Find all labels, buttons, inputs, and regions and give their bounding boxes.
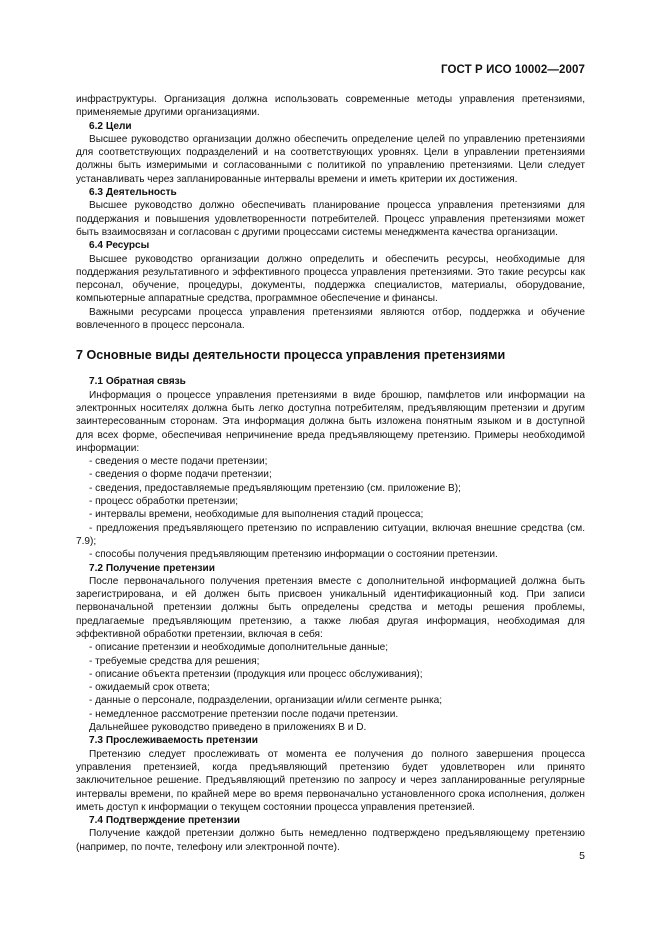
subsection-6-4-text-2: Важными ресурсами процесса управления претензиями являются отбор, поддержка и обучение вовлеченного в процесс персонала.	[76, 306, 585, 332]
subsection-7-1-heading: 7.1 Обратная связь	[89, 376, 186, 388]
subsection-6-2-text: Высшее руководство организации должно обеспечить определение целей по управлению претензиями для соответствующих подразделений и на соответствующих уровнях. Цели в управлении претензиями должны быть измеримыми и согласованными с политикой по управлению претензиями. Цели следует устанавливать через запланированные интервалы времени и иметь критерии их достижения.	[76, 133, 585, 185]
list-item: - ожидаемый срок ответа;	[89, 682, 210, 694]
subsection-7-2-note: Дальнейшее руководство приведено в приложениях В и D.	[89, 722, 367, 734]
subsection-7-2-heading: 7.2 Получение претензии	[89, 562, 215, 574]
page-number: 5	[579, 850, 585, 862]
section-7-heading: 7 Основные виды деятельности процесса управления претензиями	[76, 348, 506, 363]
list-item: - предложения предъявляющего претензию по исправлению ситуации, включая внешние средства (см. 7.9);	[76, 522, 585, 547]
list-item: - способы получения предъявляющим претензию информации о состоянии претензии.	[89, 549, 498, 561]
subsection-7-3-heading: 7.3 Прослеживаемость претензии	[89, 735, 258, 747]
paragraph-continuation: инфраструктуры. Организация должна использовать современные методы управления претензиями, применяемые другими организациями.	[76, 94, 585, 119]
list-item: - сведения о форме подачи претензии;	[89, 469, 272, 481]
subsection-6-3-text: Высшее руководство должно обеспечивать планирование процесса управления претензиями для поддержания и повышения удовлетворенности потребителей. Процесс управления претензиями может быть взаимосвязан и согласован с другими процессами системы менеджмента качества организации.	[76, 200, 585, 238]
subsection-6-3-heading: 6.3 Деятельность	[89, 187, 177, 199]
subsection-6-2-heading: 6.2 Цели	[89, 120, 132, 132]
subsection-7-4-heading: 7.4 Подтверждение претензии	[89, 815, 240, 827]
list-item: - описание объекта претензии (продукция или процесс обслуживания);	[89, 668, 423, 680]
list-item: - немедленное рассмотрение претензии после подачи претензии.	[89, 708, 399, 720]
subsection-6-4-heading: 6.4 Ресурсы	[89, 240, 150, 252]
complaint-receipt-list	[76, 641, 585, 721]
feedback-info-list	[76, 455, 585, 561]
subsection-6-4-text: Высшее руководство организации должно определить и обеспечить ресурсы, необходимые для поддержания результативного и эффективного процесса управления претензиями. Это такие ресурсы как персонал, обучение, процедуры, документы, поддержка специалистов, материалы, оборудование, компьютерные аппаратные средства, программное обеспечение и финансы.	[76, 253, 585, 305]
list-item: - требуемые средства для решения;	[89, 655, 260, 667]
document-code: ГОСТ Р ИСО 10002—2007	[440, 64, 585, 76]
list-item: - сведения, предоставляемые предъявляющим претензию (см. приложение В);	[89, 482, 461, 494]
subsection-7-2-text: После первоначального получения претензия вместе с дополнительной информацией должна быть зарегистрирована, и ей должен быть присвоен уникальный идентификационный код. При записи первоначальной претензии должны быть определены средства и методы решения проблемы, предлагаемые предъявляющим претензию, а также любая другая информация, необходимая для эффективной обработки претензии, включая в себя:	[76, 575, 585, 640]
list-item: - интервалы времени, необходимые для выполнения стадий процесса;	[89, 509, 424, 521]
subsection-7-4-text: Получение каждой претензии должно быть немедленно подтверждено предъявляющему претензию (например, по почте, телефону или электронной почте).	[76, 828, 585, 853]
list-item: - процесс обработки претензии;	[89, 496, 239, 508]
document-body	[76, 93, 585, 854]
list-item: - описание претензии и необходимые дополнительные данные;	[89, 642, 389, 654]
subsection-7-1-text: Информация о процессе управления претензиями в виде брошюр, памфлетов или информации на электронных носителях должна быть легко доступна потребителям, предъявляющим претензии и другим заинтересованным сторонам. Эта информация должна быть изложена понятным языком и в доступной для всех форме, обеспечивая непричинение вреда предъявляющему претензию. Примеры необходимой информации:	[76, 389, 585, 454]
subsection-7-3-text: Претензию следует прослеживать от момента ее получения до полного завершения процесса управления претензией, когда предъявляющий претензию будет удовлетворен или принято заключительное решение. Предъявляющий претензию по запросу и через запланированные регулярные интервалы времени, по крайней мере во время первоначально установленного срока исполнения, должен иметь доступ к информации о текущем состоянии процесса управления претензией.	[76, 748, 585, 813]
list-item: - сведения о месте подачи претензии;	[89, 456, 268, 468]
list-item: - данные о персонале, подразделении, организации и/или сегменте рынка;	[89, 695, 442, 707]
